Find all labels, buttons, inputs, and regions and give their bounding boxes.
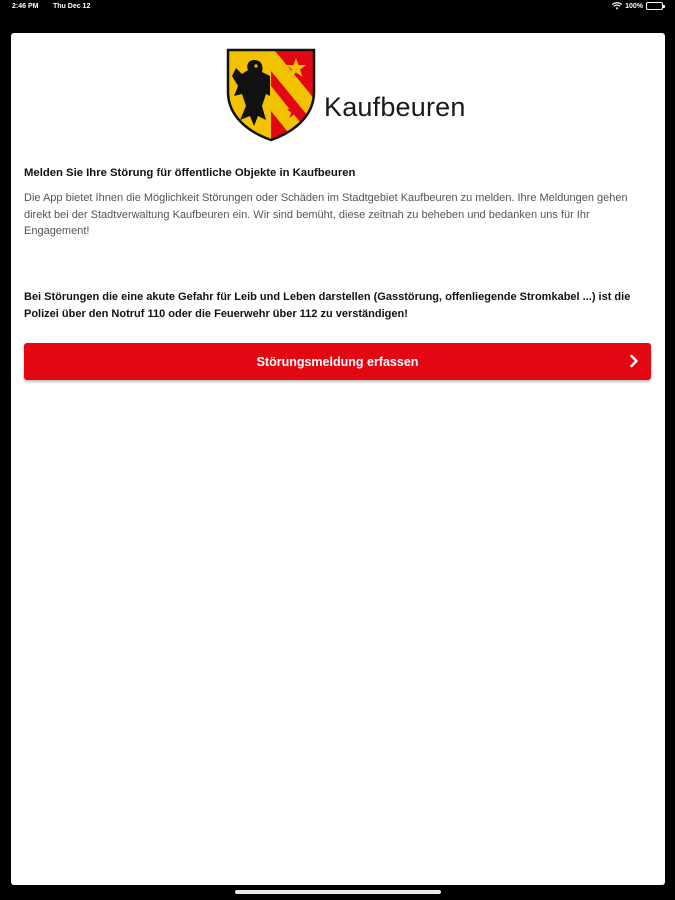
home-indicator[interactable] <box>235 890 441 894</box>
create-report-label: Störungsmeldung erfassen <box>256 354 419 369</box>
status-indicators <box>612 2 663 10</box>
create-report-button[interactable] <box>24 343 651 380</box>
chevron-right-icon <box>629 354 639 368</box>
status-time: 2:46 PM <box>12 3 39 10</box>
intro-text: Die App bietet Ihnen die Möglichkeit Störungen oder Schäden im Stadtgebiet Kaufbeuren zu melden. Ihre Meldungen gehen direkt bei der Stadtverwaltung Kaufbeuren ein. Wir sind bemüht, diese zeitnah zu beheben und bedanken uns für Ihr Engagement! <box>24 192 628 237</box>
main-sheet <box>11 33 665 885</box>
emergency-warning: Bei Störungen die eine akute Gefahr für Leib und Leben darstellen (Gasstörung, offenliegende Stromkabel ...) ist die Polizei über den Notruf 110 oder die Feuerwehr über 112 zu verständigen! <box>24 291 631 320</box>
logo-text: Kaufbeuren <box>324 92 466 122</box>
status-bar <box>0 0 675 14</box>
status-date: Thu Dec 12 <box>53 3 91 10</box>
battery-icon <box>646 2 663 10</box>
battery-percentage: 100% <box>625 2 643 10</box>
wifi-icon <box>612 2 622 10</box>
city-logo <box>226 46 466 142</box>
coat-of-arms-icon <box>226 46 316 142</box>
page-headline: Melden Sie Ihre Störung für öffentliche Objekte in Kaufbeuren <box>24 167 356 179</box>
